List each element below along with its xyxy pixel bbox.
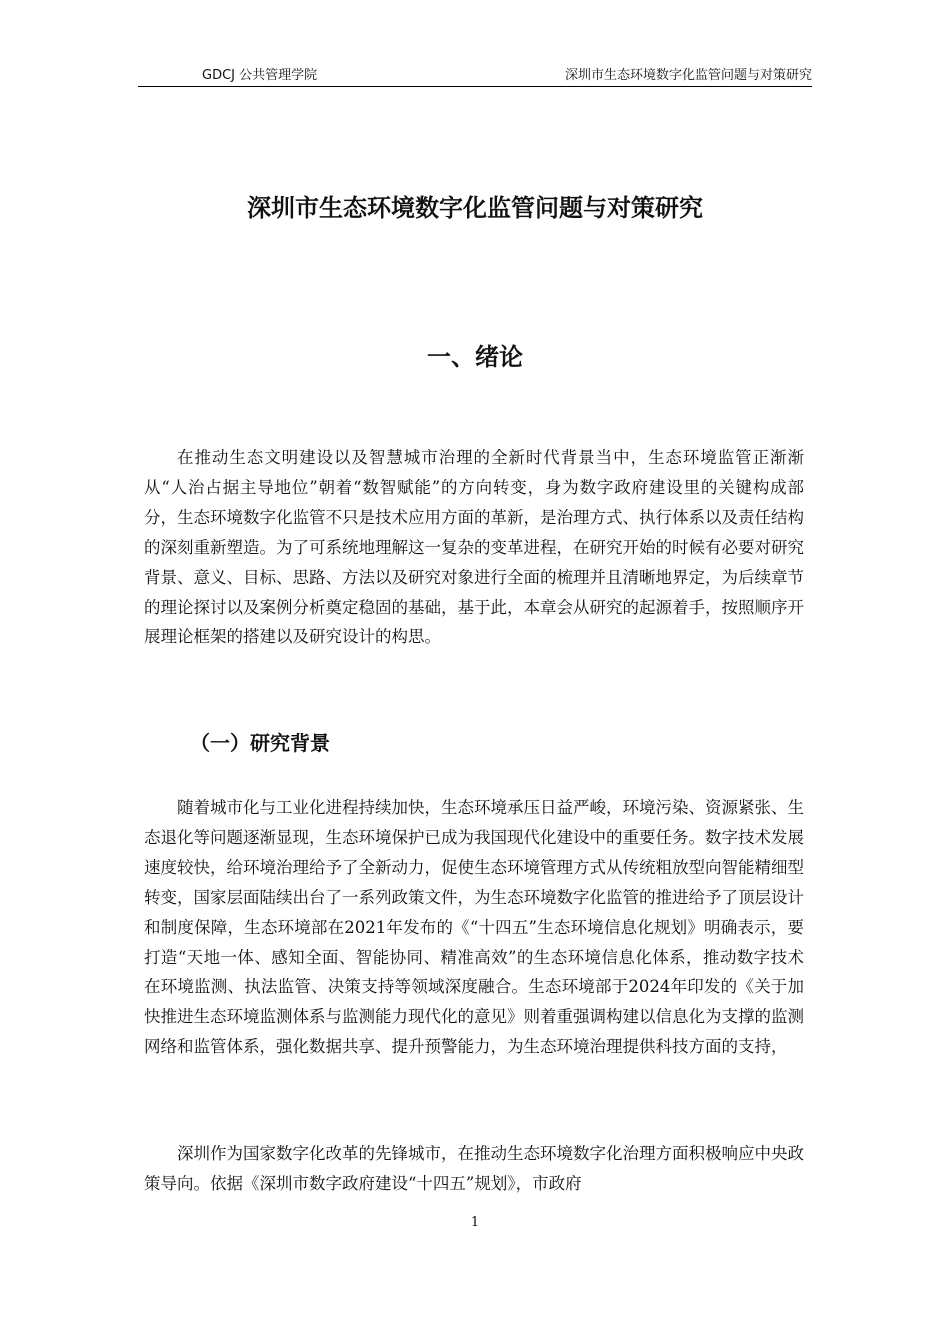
- page-number: 1: [470, 1215, 480, 1230]
- document-title: 深圳市生态环境数字化监管问题与对策研究: [247, 194, 703, 222]
- background-paragraph-2: 深圳作为国家数字化改革的先锋城市，在推动生态环境数字化治理方面积极响应中央政策导向。依据《深圳市数字政府建设“十四五”规划》，市政府: [144, 1144, 804, 1193]
- chapter-heading: 一、绪论: [427, 343, 523, 371]
- header-institution: GDCJ 公共管理学院: [202, 68, 318, 83]
- background-paragraph-1: 随着城市化与工业化进程持续加快，生态环境承压日益严峻，环境污染、资源紧张、生态退化等问题逐渐显现，生态环境保护已成为我国现代化建设中的重要任务。数字技术发展速度较快，给环境治理给予了全新动力，促使生态环境管理方式从传统粗放型向智能精细型转变，国家层面陆续出台了一系列政策文件，为生态环境数字化监管的推进给予了顶层设计和制度保障，生态环境部在2021年发布的《“十四五”生态环境信息化规划》明确表示，要打造“天地一体、感知全面、智能协同、精准高效”的生态环境信息化体系，推动数字技术在环境监测、执法监管、决策支持等领域深度融合。生态环境部于2024年印发的《关于加快推进生态环境监测体系与监测能力现代化的意见》则着重强调构建以信息化为支撑的监测网络和监管体系，强化数据共享、提升预警能力，为生态环境治理提供科技方面的支持，: [144, 798, 804, 1057]
- section-heading: （一）研究背景: [190, 731, 330, 755]
- header-running-title: 深圳市生态环境数字化监管问题与对策研究: [564, 68, 812, 83]
- page-header: [138, 66, 812, 87]
- intro-paragraph: 在推动生态文明建设以及智慧城市治理的全新时代背景当中，生态环境监管正渐渐从“人治占据主导地位”朝着“数智赋能”的方向转变，身为数字政府建设里的关键构成部分，生态环境数字化监管不只是技术应用方面的革新，是治理方式、执行体系以及责任结构的深刻重新塑造。为了可系统地理解这一复杂的变革进程，在研究开始的时候有必要对研究背景、意义、目标、思路、方法以及研究对象进行全面的梳理并且清晰地界定，为后续章节的理论探讨以及案例分析奠定稳固的基础，基于此，本章会从研究的起源着手，按照顺序开展理论框架的搭建以及研究设计的构思。: [144, 448, 804, 647]
